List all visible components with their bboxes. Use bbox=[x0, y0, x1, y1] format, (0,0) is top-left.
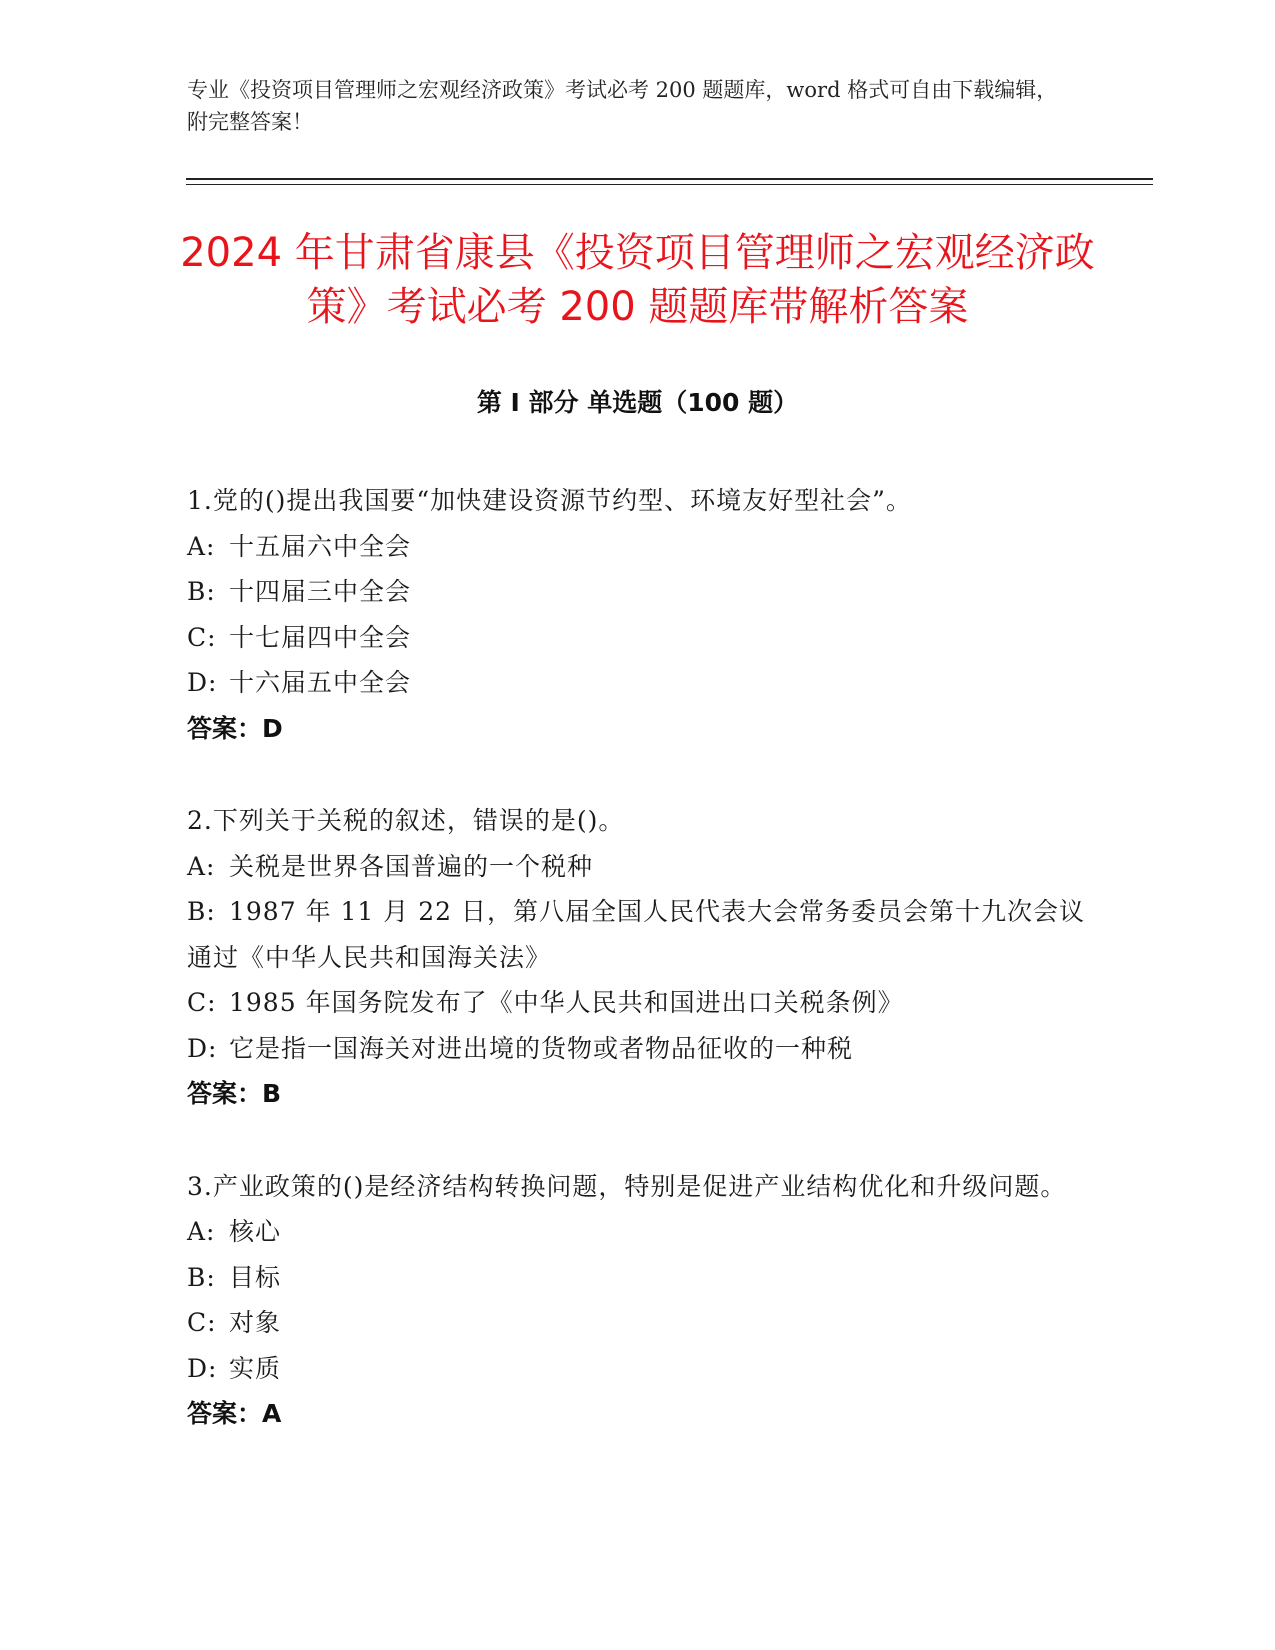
question-stem: 3.产业政策的()是经济结构转换问题，特别是促进产业结构优化和升级问题。 bbox=[187, 1171, 1067, 1201]
option-key: C: bbox=[187, 622, 217, 652]
option-key: C: bbox=[187, 1308, 217, 1337]
option-key: B: bbox=[187, 897, 216, 926]
option-key: A: bbox=[187, 851, 216, 881]
option-text: 十五届六中全会 bbox=[229, 531, 412, 561]
option-key: A: bbox=[187, 531, 216, 561]
option-c bbox=[187, 1300, 1087, 1346]
option-text: 十四届三中全会 bbox=[229, 577, 412, 606]
option-b bbox=[187, 569, 1087, 615]
option-b bbox=[187, 1255, 1087, 1301]
option-a bbox=[187, 1209, 1087, 1255]
question-1 bbox=[187, 478, 1087, 751]
option-key: B: bbox=[187, 1262, 216, 1292]
header-note: 专业《投资项目管理师之宏观经济政策》考试必考 200 题题库，word 格式可自由下载编辑，附完整答案！ bbox=[187, 78, 1058, 134]
option-text: 它是指一国海关对进出境的货物或者物品征收的一种税 bbox=[229, 1033, 854, 1063]
option-key: D: bbox=[187, 1033, 218, 1063]
question-stem: 2.下列关于关税的叙述，错误的是()。 bbox=[187, 806, 625, 835]
header-rule-thick bbox=[186, 178, 1153, 180]
option-b bbox=[187, 889, 1087, 980]
section-heading: 第 I 部分 单选题（100 题） bbox=[476, 388, 799, 417]
option-text: 十七届四中全会 bbox=[229, 622, 412, 652]
question-stem: 1.党的()提出我国要“加快建设资源节约型、环境友好型社会”。 bbox=[187, 486, 912, 515]
option-key: B: bbox=[187, 577, 216, 606]
option-a bbox=[187, 524, 1087, 570]
option-a bbox=[187, 844, 1087, 890]
option-text: 对象 bbox=[229, 1308, 282, 1337]
option-key: C: bbox=[187, 988, 217, 1017]
option-d bbox=[187, 1346, 1087, 1392]
option-key: D: bbox=[187, 668, 218, 697]
option-c bbox=[187, 980, 1087, 1026]
option-key: A: bbox=[187, 1217, 216, 1246]
option-text: 1987 年 11 月 22 日，第八届全国人民代表大会常务委员会第十九次会议通过《中华人民共和国海关法》 bbox=[187, 897, 1085, 972]
option-d bbox=[187, 1026, 1087, 1072]
option-text: 核心 bbox=[229, 1217, 282, 1246]
answer: 答案：B bbox=[187, 1079, 282, 1108]
document-title: 2024 年甘肃省康县《投资项目管理师之宏观经济政策》考试必考 200 题题库带解析答案 bbox=[180, 230, 1095, 330]
option-text: 实质 bbox=[229, 1353, 282, 1383]
question-list bbox=[187, 478, 1087, 1484]
question-2 bbox=[187, 798, 1087, 1117]
option-text: 十六届五中全会 bbox=[229, 668, 412, 697]
option-c bbox=[187, 615, 1087, 661]
question-3 bbox=[187, 1164, 1087, 1437]
option-d bbox=[187, 660, 1087, 706]
answer: 答案：D bbox=[187, 713, 283, 743]
option-text: 1985 年国务院发布了《中华人民共和国进出口关税条例》 bbox=[229, 988, 904, 1017]
answer: 答案：A bbox=[187, 1399, 282, 1428]
option-text: 目标 bbox=[229, 1262, 282, 1292]
option-key: D: bbox=[187, 1353, 218, 1383]
header-rule-thin bbox=[186, 184, 1153, 185]
option-text: 关税是世界各国普遍的一个税种 bbox=[229, 851, 594, 881]
